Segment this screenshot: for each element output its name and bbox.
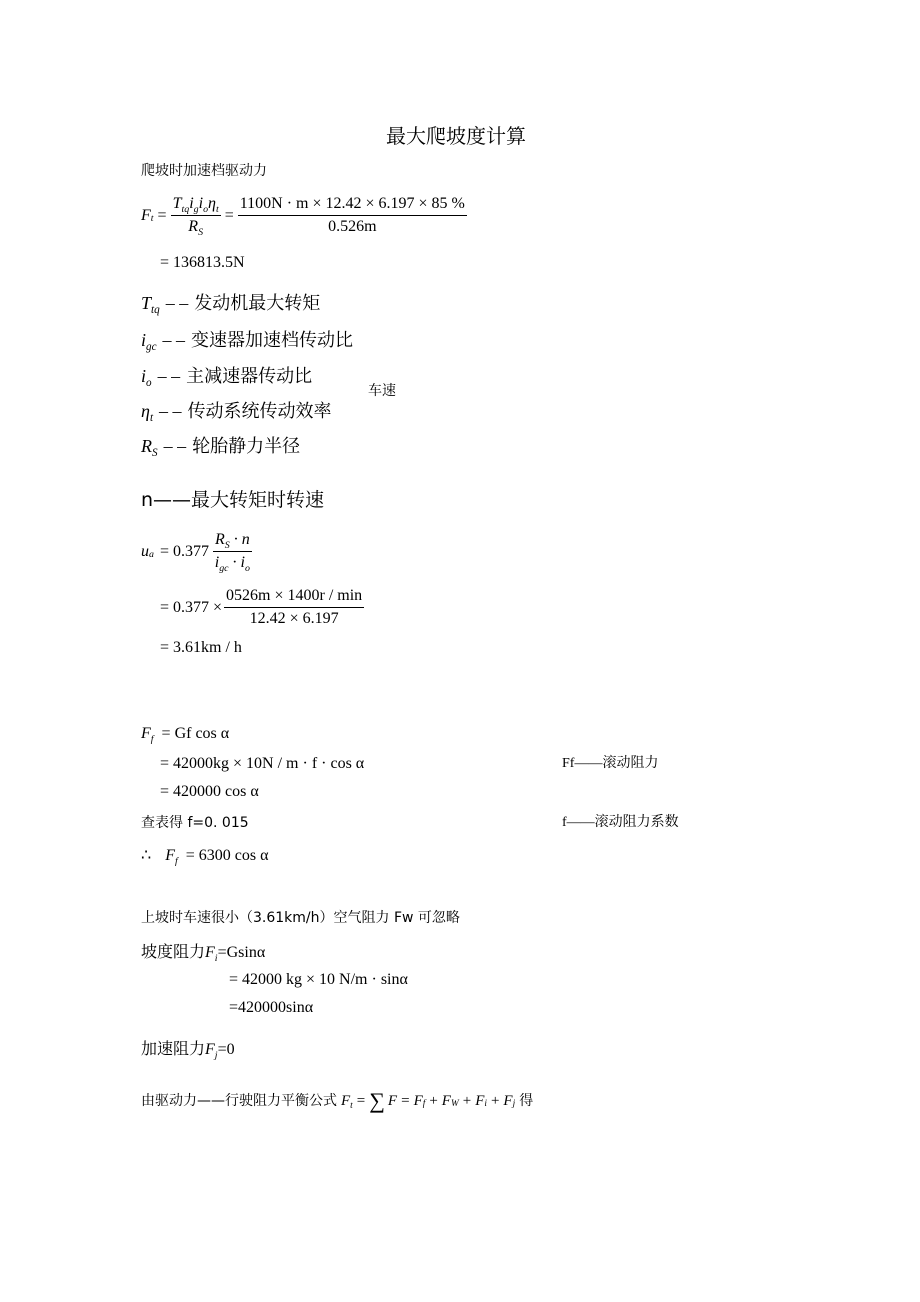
ua-formula: u a = 0.377 $\frac{R_S \cdot n}{i_{gc} \cdot i_o}$: [141, 531, 250, 574]
ft-formula: F t = $\frac{T_{tq}i_gi_o\eta_t}{R_S}$ = $\frac{1100N \cdot m \times 12.42 \times 6.197 \times 85 \%}{0.526m}$: [141, 195, 465, 238]
legend-tq: $T_{tq}$ – – 发动机最大转矩: [141, 293, 321, 317]
n-definition: n——最大转矩时转速: [141, 489, 325, 511]
grade-line1: 坡度阻力$F_i=Gsin\alpha$: [141, 942, 266, 964]
air-resistance-note: 上坡时车速很小（3.61km/h）空气阻力 Fw 可忽略: [141, 910, 460, 926]
grade-line3: =420000sinα: [229, 999, 314, 1016]
ft-fraction-numeric: $\frac{1100N \cdot m \times 12.42 \times 6.197 \times 85 \%}{0.526m}$: [239, 195, 465, 235]
ua-formula-line2: = 0.377 × $\frac{0526m \times 1400r / \min}{12.42 \times 6.197}$: [160, 587, 363, 627]
ft-lhs: F: [141, 206, 151, 224]
ff-line3: = 420000 cos α: [160, 783, 259, 800]
ff-line2: = 42000kg × 10N / m · f · cos α: [160, 755, 365, 772]
legend-rs: $R_S$ – – 轮胎静力半径: [141, 436, 301, 460]
legend-io: $i_o$ – – 主减速器传动比: [141, 366, 313, 390]
ua-result: = 3.61km / h: [160, 639, 242, 656]
section-drive-force: 爬坡时加速档驱动力: [141, 163, 267, 179]
ff-line1: $F_f = Gf$ cos α: [141, 725, 230, 745]
accel-line: 加速阻力$F_j=0$: [141, 1039, 235, 1061]
ft-lhs-sub: t: [150, 213, 154, 225]
legend-igc: $i_{gc}$ – – 变速器加速档传动比: [141, 330, 354, 354]
side-note-speed: 车速: [368, 383, 396, 399]
legend-eta: $\eta_t$ – – 传动系统传动效率: [141, 401, 332, 425]
lookup-f: 查表得 f=0. 015: [141, 815, 249, 831]
grade-line2: = 42000 kg × 10 N/m · sinα: [229, 971, 408, 988]
ft-fraction-symbolic: $\frac{T_{tq}i_gi_o\eta_t}{R_S}$: [172, 195, 219, 238]
balance-line: 由驱动力——行驶阻力平衡公式 $F_t$ = ∑ F = F f + F W + F i + F j 得: [141, 1088, 534, 1113]
ff-note: Ff——滚动阻力: [562, 756, 659, 771]
f-note: f——滚动阻力系数: [562, 815, 679, 830]
ff-result: ∴ $F_f = 6300$ cos α: [141, 847, 269, 867]
ft-result: = 136813.5N: [160, 254, 245, 271]
page-title: 最大爬坡度计算: [386, 124, 526, 148]
